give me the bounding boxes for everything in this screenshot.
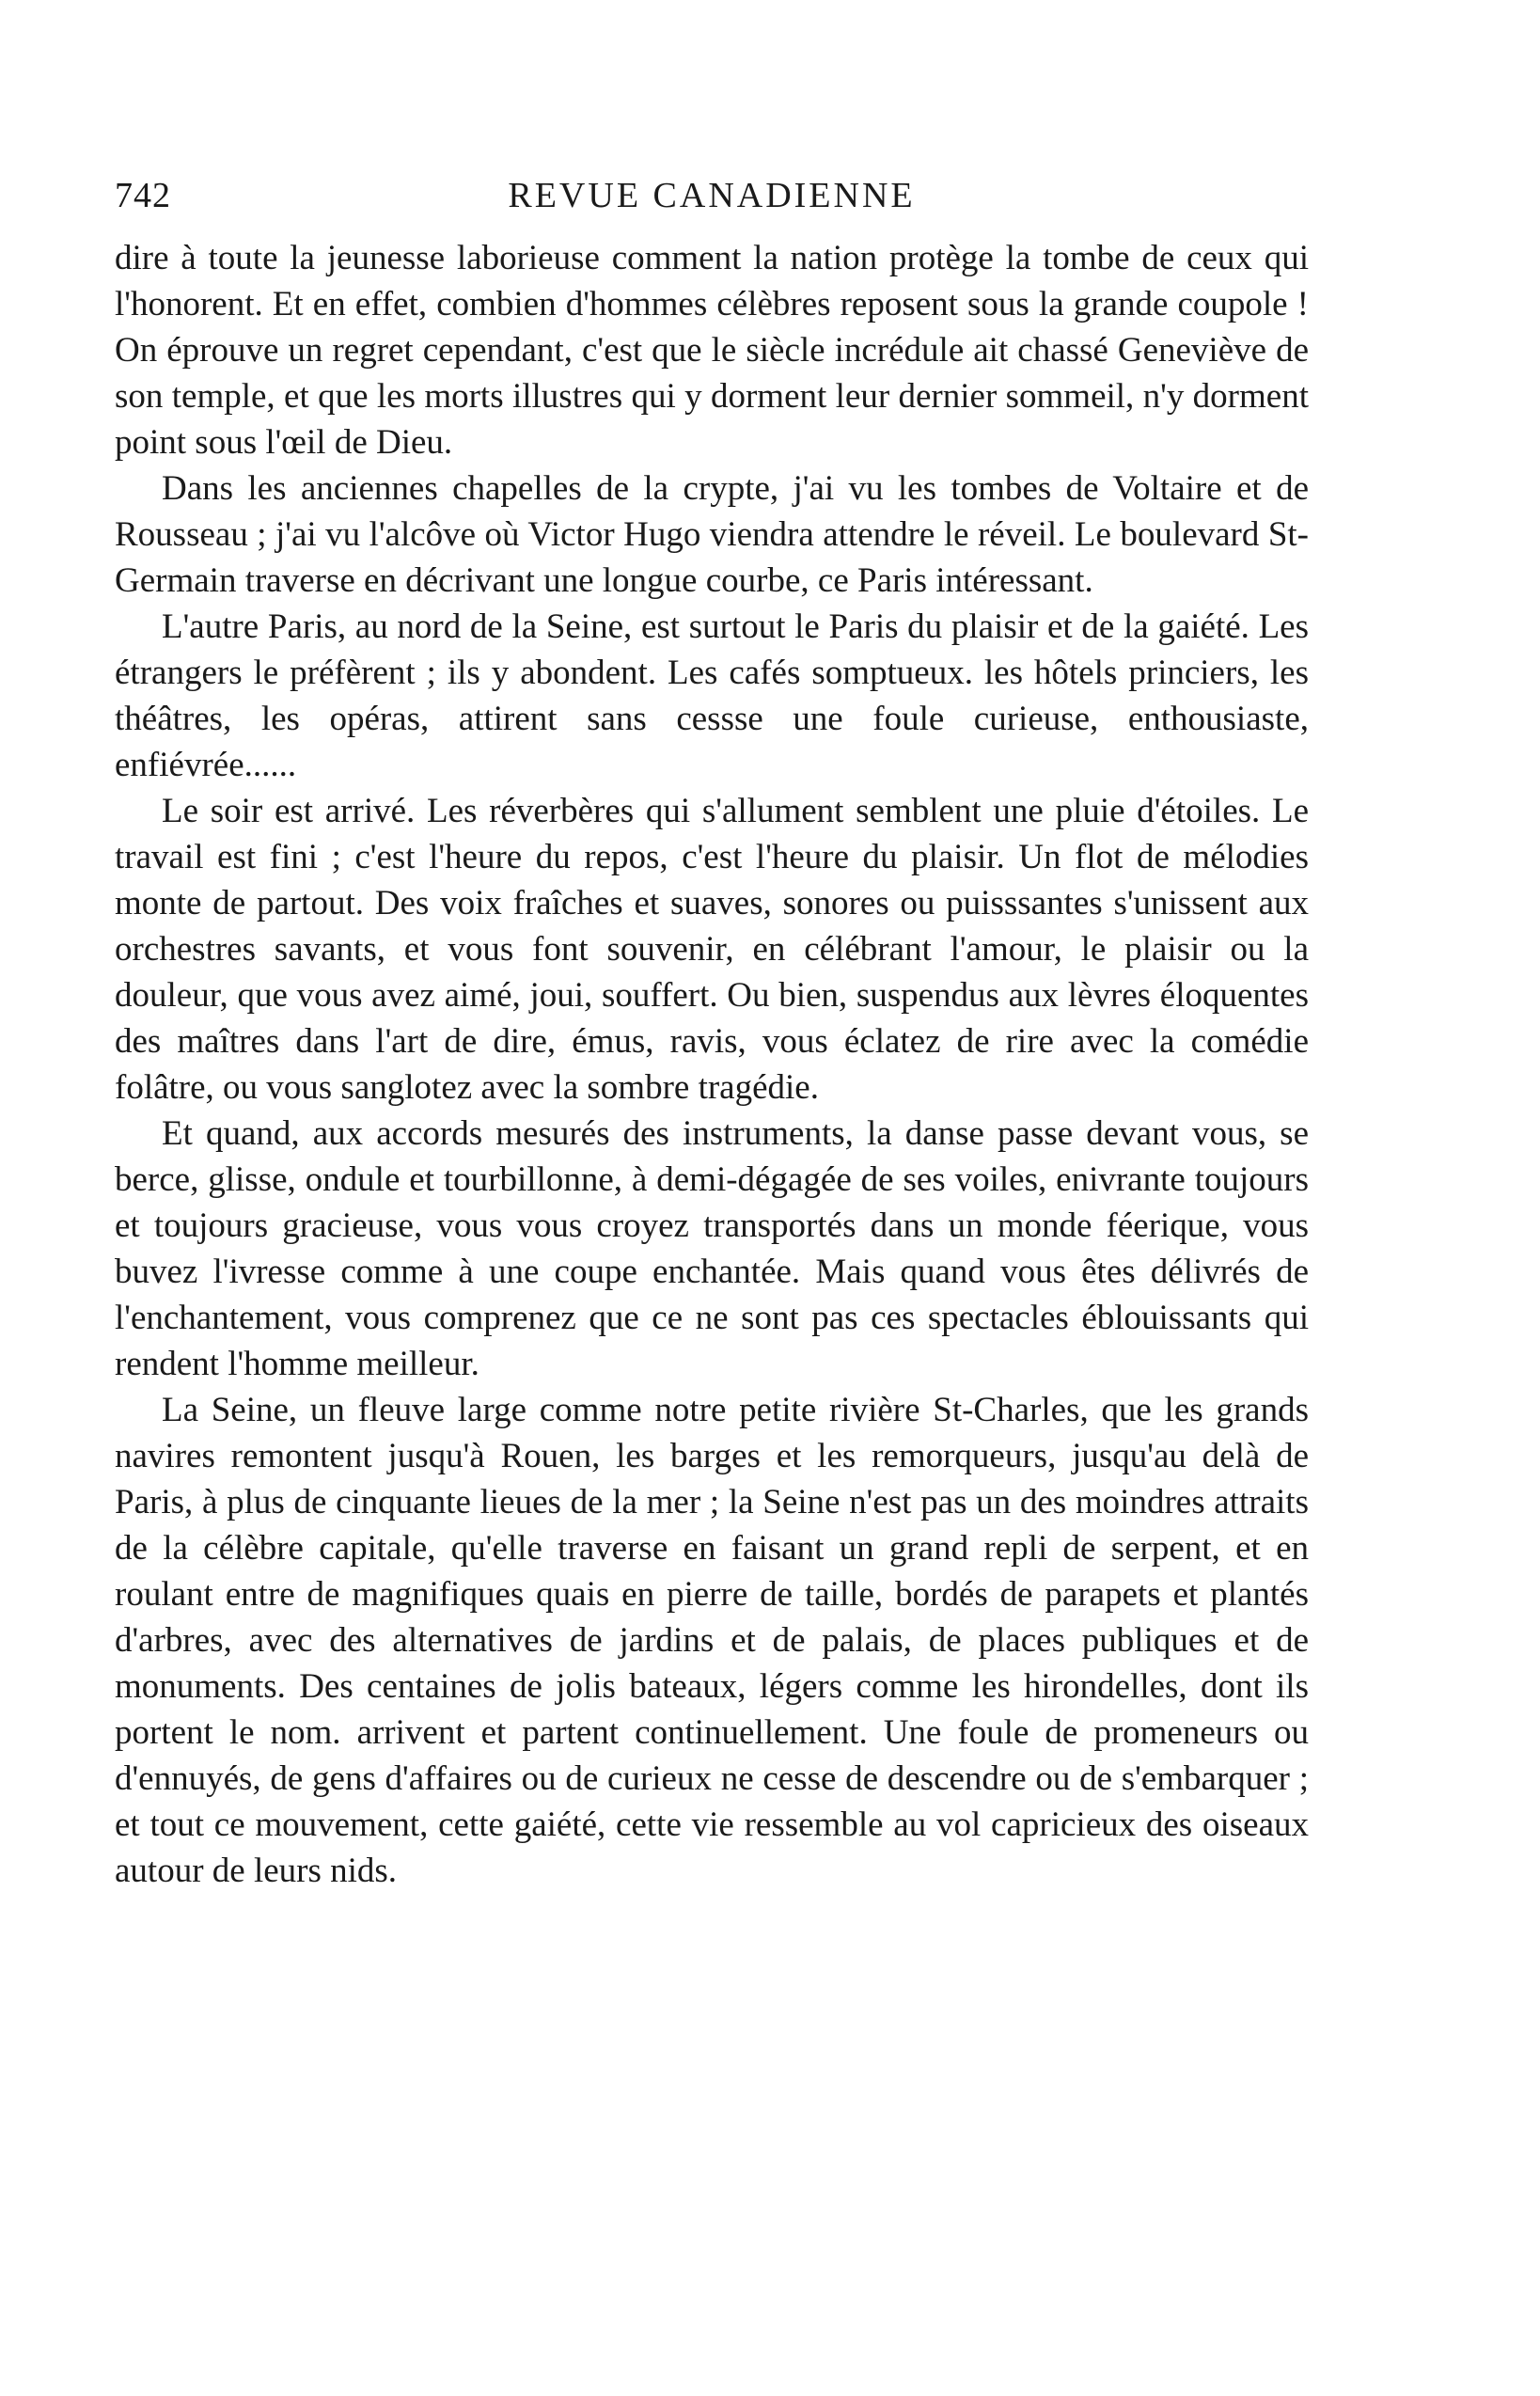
paragraph-crypt: Dans les anciennes chapelles de la crypte, j'ai vu les tombes de Voltaire et de Rousseau ; j'ai vu l'alcôve où Victor Hugo viendra attendre le réveil. Le boulevard St-Germain traverse en décrivant une longue courbe, ce Paris intéressant.	[115, 469, 1309, 600]
paragraph-dance: Et quand, aux accords mesurés des instruments, la danse passe devant vous, se berce, glisse, ondule et tourbillonne, à demi-dégagée de ses voiles, enivrante toujours et toujours gracieuse, vous vous croyez transportés dans un monde féerique, vous buvez l'ivresse comme à une coupe enchantée. Mais quand vous êtes délivrés de l'enchantement, vous comprenez que ce ne sont pas ces spectacles éblouissants qui rendent l'homme meilleur.	[115, 1114, 1309, 1383]
page	[115, 167, 1309, 1894]
page-header	[115, 167, 1309, 224]
body-text	[115, 235, 1309, 1894]
paragraph-continued: dire à toute la jeunesse laborieuse comment la nation protège la tombe de ceux qui l'honorent. Et en effet, combien d'hommes célèbres reposent sous la grande coupole ! On éprouve un regret cependant, c'est que le siècle incrédule ait chassé Geneviève de son temple, et que les morts illustres qui y dorment leur dernier sommeil, n'y dorment point sous l'œil de Dieu.	[115, 239, 1309, 462]
page-number: 742	[115, 176, 171, 215]
paragraph-north-paris: L'autre Paris, au nord de la Seine, est surtout le Paris du plaisir et de la gaiété. Les étrangers le préfèrent ; ils y abondent. Les cafés somptueux. les hôtels princiers, les théâtres, les opéras, attirent sans cessse une foule curieuse, enthousiaste, enfiévrée......	[115, 607, 1309, 784]
paragraph-seine: La Seine, un fleuve large comme notre petite rivière St-Charles, que les grands navires remontent jusqu'à Rouen, les barges et les remorqueurs, jusqu'au delà de Paris, à plus de cinquante lieues de la mer ; la Seine n'est pas un des moindres attraits de la célèbre capitale, qu'elle traverse en faisant un grand repli de serpent, et en roulant entre de magnifiques quais en pierre de taille, bordés de parapets et plantés d'arbres, avec des alternatives de jardins et de palais, de places publiques et de monuments. Des centaines de jolis bateaux, légers comme les hirondelles, dont ils portent le nom. arrivent et partent continuellement. Une foule de promeneurs ou d'ennuyés, de gens d'affaires ou de curieux ne cesse de descendre ou de s'embarquer ; et tout ce mouvement, cette gaiété, cette vie ressemble au vol capricieux des oiseaux autour de leurs nids.	[115, 1391, 1309, 1890]
running-title: REVUE CANADIENNE	[508, 176, 916, 215]
paragraph-evening: Le soir est arrivé. Les réverbères qui s'allument semblent une pluie d'étoiles. Le travail est fini ; c'est l'heure du repos, c'est l'heure du plaisir. Un flot de mélodies monte de partout. Des voix fraîches et suaves, sonores ou puisssantes s'unissent aux orchestres savants, et vous font souvenir, en célébrant l'amour, le plaisir ou la douleur, que vous avez aimé, joui, souffert. Ou bien, suspendus aux lèvres éloquentes des maîtres dans l'art de dire, émus, ravis, vous éclatez de rire avec la comédie folâtre, ou vous sanglotez avec la sombre tragédie.	[115, 792, 1309, 1107]
